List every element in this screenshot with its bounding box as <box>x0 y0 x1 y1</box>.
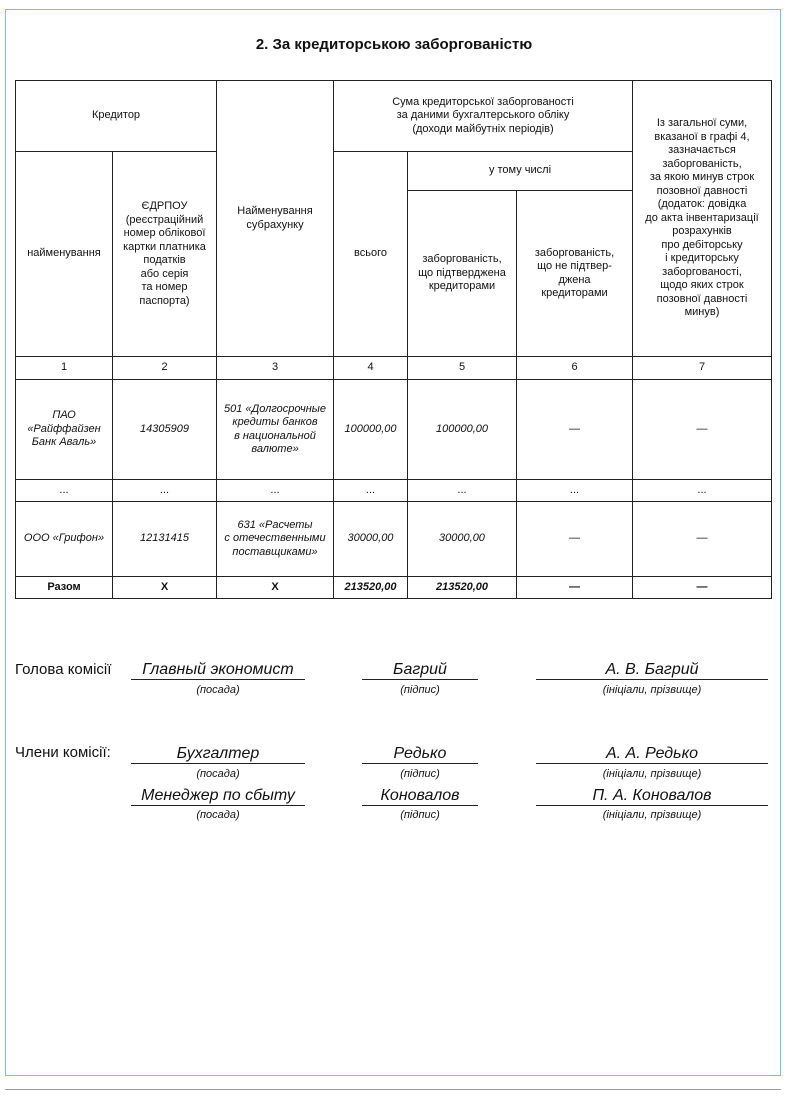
caption-position: (посада) <box>196 809 240 821</box>
member-position: Бухгалтер <box>131 745 305 764</box>
header-creditor: Кредитор <box>16 81 217 152</box>
caption-position: (посада) <box>196 768 240 780</box>
header-name: найменування <box>16 152 113 357</box>
header-including: у тому числі <box>408 152 633 191</box>
column-number: 7 <box>633 357 772 380</box>
caption-name: (ініціали, прізвище) <box>602 684 702 696</box>
header-edrpou: ЄДРПОУ (реєстраційний номер облікової картки платника податків або серія та номер паспорта) <box>113 152 217 357</box>
column-number: 6 <box>517 357 633 380</box>
column-number: 1 <box>16 357 113 380</box>
cell-name: ПАО «Райффайзен Банк Аваль» <box>16 380 113 480</box>
cell-expired: — <box>633 380 772 480</box>
header-subaccount: Найменування субрахунку <box>217 81 334 357</box>
totals-subaccount: X <box>217 577 334 599</box>
head-label: Голова комісії <box>15 661 112 678</box>
column-number-row <box>16 357 772 380</box>
column-number: 4 <box>334 357 408 380</box>
section-title: 2. За кредиторською заборгованістю <box>255 36 533 53</box>
header-not-confirmed: заборгованість, що не підтвер- джена кредиторами <box>517 191 633 357</box>
members-label: Члени комісії: <box>15 744 111 761</box>
caption-position: (посада) <box>196 684 240 696</box>
cell-edrpou: 12131415 <box>113 502 217 577</box>
cell-edrpou: 14305909 <box>113 380 217 480</box>
table-row <box>16 380 772 480</box>
table-row <box>16 502 772 577</box>
caption-name: (ініціали, прізвище) <box>602 768 702 780</box>
cell-subaccount: 631 «Расчеты с отечественными поставщиками» <box>217 502 334 577</box>
totals-confirmed: 213520,00 <box>408 577 517 599</box>
cell-name: ООО «Грифон» <box>16 502 113 577</box>
member-signature: Редько <box>362 745 478 764</box>
cell-not-confirmed: ... <box>517 480 633 502</box>
cell-total: ... <box>334 480 408 502</box>
cell-expired: ... <box>633 480 772 502</box>
cell-subaccount: ... <box>217 480 334 502</box>
header-row-1 <box>16 81 772 152</box>
totals-not-confirmed: — <box>517 577 633 599</box>
cell-expired: — <box>633 502 772 577</box>
header-confirmed: заборгованість, що підтверджена кредиторами <box>408 191 517 357</box>
member-name: А. А. Редько <box>536 745 768 764</box>
table-row <box>16 480 772 502</box>
caption-signature: (підпис) <box>400 809 440 821</box>
totals-label: Разом <box>16 577 113 599</box>
header-expired: Із загальної суми, вказаної в графі 4, зазначається заборгованість, за якою минув строк позовної давності (додаток: довідка до акта інвентаризації розрахунків про дебіторську і кредиторську заборгованості, щодо яких строк позовної давності минув) <box>633 81 772 357</box>
head-signature: Багрий <box>362 661 478 680</box>
cell-subaccount: 501 «Долгосрочные кредиты банков в национальной валюте» <box>217 380 334 480</box>
totals-expired: — <box>633 577 772 599</box>
column-number: 5 <box>408 357 517 380</box>
cell-edrpou: ... <box>113 480 217 502</box>
header-total: всього <box>334 152 408 357</box>
header-sum: Сума кредиторської заборгованості за даними бухгалтерського обліку (доходи майбутніх періодів) <box>334 81 633 152</box>
head-name: А. В. Багрий <box>536 661 768 680</box>
cell-not-confirmed: — <box>517 502 633 577</box>
member-position: Менеджер по сбыту <box>131 787 305 806</box>
cell-confirmed: 100000,00 <box>408 380 517 480</box>
member-signature: Коновалов <box>362 787 478 806</box>
totals-edrpou: X <box>113 577 217 599</box>
page-divider <box>5 1089 781 1090</box>
column-number: 3 <box>217 357 334 380</box>
totals-row <box>16 577 772 599</box>
caption-signature: (підпис) <box>400 684 440 696</box>
cell-confirmed: ... <box>408 480 517 502</box>
cell-total: 100000,00 <box>334 380 408 480</box>
caption-signature: (підпис) <box>400 768 440 780</box>
cell-not-confirmed: — <box>517 380 633 480</box>
cell-name: ... <box>16 480 113 502</box>
caption-name: (ініціали, прізвище) <box>602 809 702 821</box>
cell-total: 30000,00 <box>334 502 408 577</box>
cell-confirmed: 30000,00 <box>408 502 517 577</box>
creditor-table <box>15 80 772 599</box>
member-name: П. А. Коновалов <box>536 787 768 806</box>
column-number: 2 <box>113 357 217 380</box>
head-position: Главный экономист <box>131 661 305 680</box>
totals-total: 213520,00 <box>334 577 408 599</box>
